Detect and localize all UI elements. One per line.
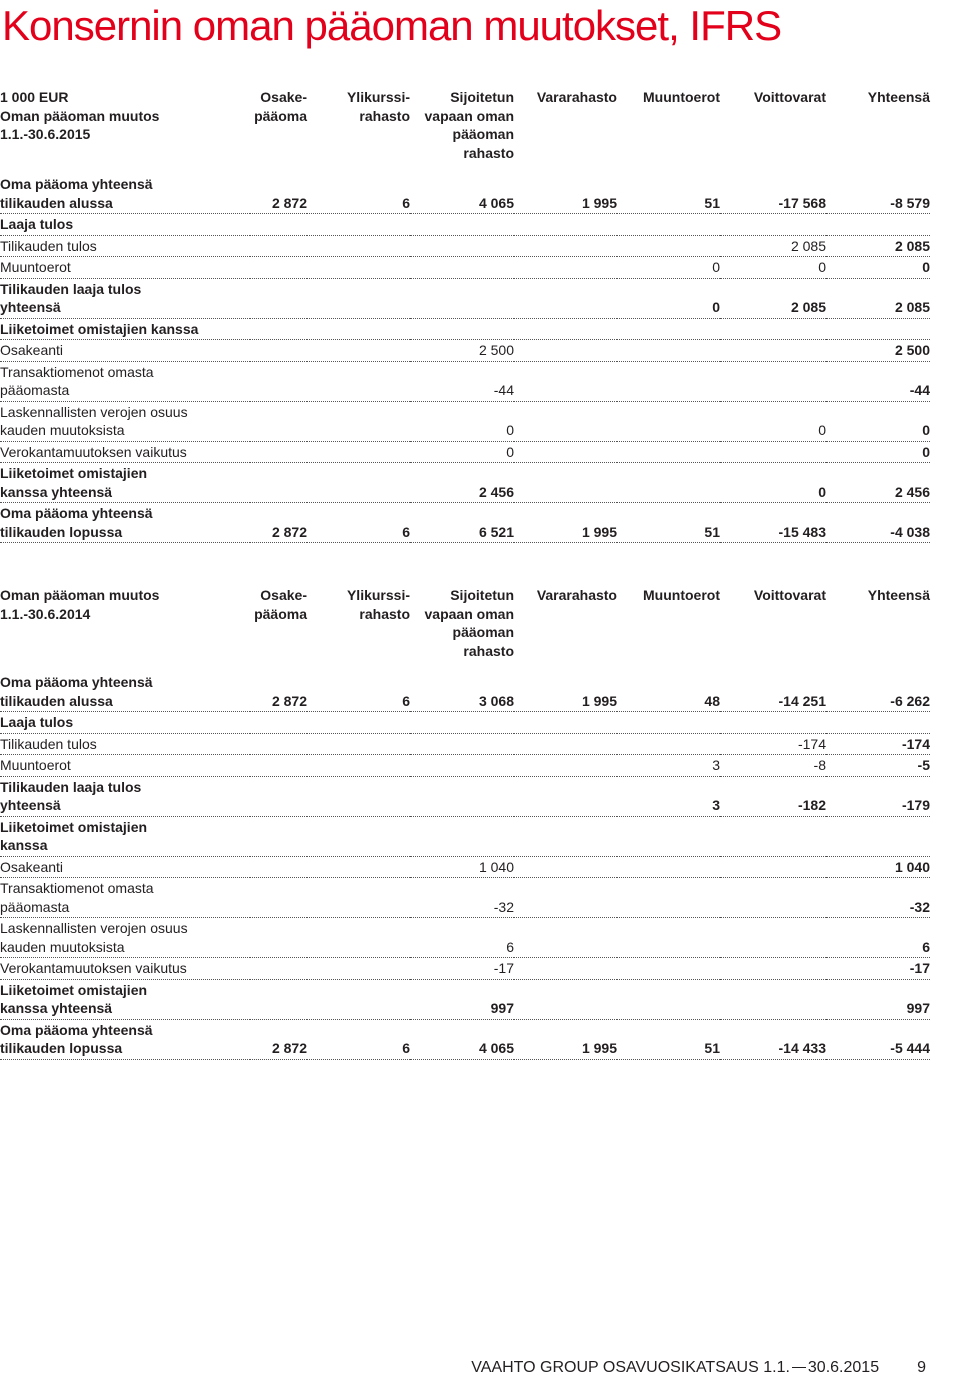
row-label: Oma pääoma yhteensä tilikauden alussa bbox=[0, 174, 250, 214]
column-header: Ylikurssi- rahasto bbox=[346, 587, 410, 622]
table-row bbox=[0, 463, 930, 503]
column-header: Muuntoerot bbox=[643, 89, 720, 105]
value-cell: 3 bbox=[617, 776, 720, 816]
value-cell bbox=[514, 257, 617, 279]
value-cell bbox=[617, 979, 720, 1019]
value-cell bbox=[514, 318, 617, 340]
value-cell bbox=[307, 958, 410, 980]
value-cell bbox=[250, 958, 307, 980]
page-footer bbox=[471, 1359, 926, 1377]
value-cell bbox=[617, 712, 720, 734]
value-cell bbox=[250, 755, 307, 777]
value-cell: 2 872 bbox=[250, 1019, 307, 1059]
table-row bbox=[0, 503, 930, 543]
value-cell bbox=[514, 361, 617, 401]
value-cell bbox=[250, 918, 307, 958]
table-row bbox=[0, 755, 930, 777]
value-cell: 48 bbox=[617, 672, 720, 712]
value-cell: -182 bbox=[720, 776, 826, 816]
column-header: Vararahasto bbox=[536, 587, 617, 603]
value-cell: -174 bbox=[826, 733, 930, 755]
value-cell: 2 872 bbox=[250, 672, 307, 712]
table-row bbox=[0, 733, 930, 755]
value-cell: -44 bbox=[410, 361, 514, 401]
table-row bbox=[0, 278, 930, 318]
value-cell: 997 bbox=[826, 979, 930, 1019]
table-row bbox=[0, 856, 930, 878]
value-cell: 0 bbox=[826, 441, 930, 463]
value-cell: 0 bbox=[826, 257, 930, 279]
value-cell: 1 995 bbox=[514, 672, 617, 712]
value-cell: -17 568 bbox=[720, 174, 826, 214]
table-row bbox=[0, 712, 930, 734]
value-cell bbox=[514, 235, 617, 257]
value-cell: 2 500 bbox=[826, 340, 930, 362]
value-cell bbox=[307, 816, 410, 856]
value-cell bbox=[617, 441, 720, 463]
value-cell bbox=[307, 733, 410, 755]
value-cell: -17 bbox=[410, 958, 514, 980]
value-cell bbox=[617, 856, 720, 878]
value-cell: 6 bbox=[307, 1019, 410, 1059]
value-cell: -44 bbox=[826, 361, 930, 401]
row-label: Oma pääoma yhteensä tilikauden alussa bbox=[0, 672, 250, 712]
value-cell: 3 068 bbox=[410, 672, 514, 712]
value-cell bbox=[307, 257, 410, 279]
value-cell bbox=[514, 340, 617, 362]
value-cell: 6 bbox=[826, 918, 930, 958]
value-cell bbox=[720, 318, 826, 340]
period-unit: 1 000 EUR bbox=[0, 89, 69, 105]
value-cell: 6 bbox=[307, 503, 410, 543]
value-cell bbox=[514, 733, 617, 755]
value-cell bbox=[826, 816, 930, 856]
row-label: Laskennallisten verojen osuus kauden muutoksista bbox=[0, 401, 250, 441]
value-cell bbox=[514, 712, 617, 734]
value-cell bbox=[720, 816, 826, 856]
value-cell bbox=[826, 318, 930, 340]
value-cell bbox=[307, 755, 410, 777]
row-label: Transaktiomenot omasta pääomasta bbox=[0, 878, 250, 918]
value-cell: 3 bbox=[617, 755, 720, 777]
value-cell bbox=[307, 878, 410, 918]
page-number: 9 bbox=[917, 1359, 926, 1376]
value-cell bbox=[720, 856, 826, 878]
value-cell bbox=[720, 340, 826, 362]
value-cell: -14 433 bbox=[720, 1019, 826, 1059]
value-cell: -15 483 bbox=[720, 503, 826, 543]
value-cell: -6 262 bbox=[826, 672, 930, 712]
value-cell bbox=[514, 755, 617, 777]
value-cell bbox=[307, 340, 410, 362]
value-cell: 0 bbox=[720, 401, 826, 441]
value-cell bbox=[307, 712, 410, 734]
row-label: Liiketoimet omistajien kanssa yhteensä bbox=[0, 979, 250, 1019]
value-cell bbox=[410, 816, 514, 856]
value-cell bbox=[514, 776, 617, 816]
row-label: Laaja tulos bbox=[0, 214, 250, 236]
row-label: Verokantamuutoksen vaikutus bbox=[0, 958, 250, 980]
value-cell bbox=[250, 979, 307, 1019]
equity-table bbox=[0, 586, 930, 1060]
value-cell bbox=[720, 878, 826, 918]
value-cell bbox=[617, 733, 720, 755]
value-cell bbox=[250, 235, 307, 257]
table-row bbox=[0, 918, 930, 958]
table-row bbox=[0, 340, 930, 362]
value-cell bbox=[617, 214, 720, 236]
value-cell bbox=[250, 340, 307, 362]
row-label: Oma pääoma yhteensä tilikauden lopussa bbox=[0, 1019, 250, 1059]
value-cell: 2 500 bbox=[410, 340, 514, 362]
value-cell: 2 085 bbox=[720, 278, 826, 318]
value-cell bbox=[250, 214, 307, 236]
value-cell bbox=[250, 733, 307, 755]
value-cell bbox=[720, 979, 826, 1019]
value-cell bbox=[617, 816, 720, 856]
footer-date: 30.6.2015 bbox=[807, 1359, 880, 1376]
value-cell bbox=[514, 278, 617, 318]
value-cell: 2 456 bbox=[826, 463, 930, 503]
value-cell: -32 bbox=[826, 878, 930, 918]
value-cell: 0 bbox=[410, 401, 514, 441]
value-cell bbox=[307, 214, 410, 236]
value-cell: 6 521 bbox=[410, 503, 514, 543]
value-cell: 6 bbox=[307, 174, 410, 214]
value-cell bbox=[617, 361, 720, 401]
value-cell: -179 bbox=[826, 776, 930, 816]
value-cell bbox=[410, 278, 514, 318]
value-cell: -8 bbox=[720, 755, 826, 777]
column-header: Osake- pääoma bbox=[254, 89, 307, 124]
equity-table-2015 bbox=[0, 88, 930, 543]
value-cell bbox=[720, 918, 826, 958]
column-header: Sijoitetun vapaan oman pääoman rahasto bbox=[424, 89, 514, 161]
value-cell bbox=[826, 712, 930, 734]
value-cell: 4 065 bbox=[410, 1019, 514, 1059]
value-cell bbox=[410, 214, 514, 236]
row-label: Oma pääoma yhteensä tilikauden lopussa bbox=[0, 503, 250, 543]
value-cell: 1 995 bbox=[514, 174, 617, 214]
value-cell bbox=[307, 856, 410, 878]
value-cell: 0 bbox=[720, 257, 826, 279]
column-header: Vararahasto bbox=[536, 89, 617, 105]
value-cell bbox=[826, 214, 930, 236]
value-cell bbox=[307, 776, 410, 816]
value-cell bbox=[250, 401, 307, 441]
row-label: Osakeanti bbox=[0, 340, 250, 362]
row-label: Tilikauden laaja tulos yhteensä bbox=[0, 776, 250, 816]
value-cell: -5 444 bbox=[826, 1019, 930, 1059]
value-cell: 0 bbox=[617, 257, 720, 279]
table-row bbox=[0, 235, 930, 257]
value-cell bbox=[617, 918, 720, 958]
table-row bbox=[0, 174, 930, 214]
value-cell bbox=[720, 441, 826, 463]
table-row bbox=[0, 318, 930, 340]
value-cell bbox=[514, 463, 617, 503]
value-cell: 6 bbox=[307, 672, 410, 712]
value-cell bbox=[250, 776, 307, 816]
value-cell bbox=[617, 401, 720, 441]
value-cell: -32 bbox=[410, 878, 514, 918]
value-cell: 2 872 bbox=[250, 503, 307, 543]
value-cell: 0 bbox=[410, 441, 514, 463]
value-cell bbox=[410, 318, 514, 340]
value-cell bbox=[250, 463, 307, 503]
column-header: Ylikurssi- rahasto bbox=[346, 89, 410, 124]
table-row bbox=[0, 361, 930, 401]
column-header: Yhteensä bbox=[867, 587, 930, 603]
column-header: Voittovarat bbox=[753, 89, 826, 105]
value-cell: 0 bbox=[720, 463, 826, 503]
value-cell: 997 bbox=[410, 979, 514, 1019]
value-cell bbox=[514, 856, 617, 878]
page-title: Konsernin oman pääoman muutokset, IFRS bbox=[2, 2, 782, 49]
column-header: Voittovarat bbox=[753, 587, 826, 603]
table-row bbox=[0, 1019, 930, 1059]
table-row bbox=[0, 878, 930, 918]
value-cell bbox=[720, 214, 826, 236]
value-cell: 2 085 bbox=[826, 235, 930, 257]
value-cell: 2 872 bbox=[250, 174, 307, 214]
column-header: Osake- pääoma bbox=[254, 587, 307, 622]
table-row bbox=[0, 776, 930, 816]
value-cell: 1 995 bbox=[514, 1019, 617, 1059]
value-cell bbox=[617, 235, 720, 257]
value-cell bbox=[720, 361, 826, 401]
row-label: Liiketoimet omistajien kanssa yhteensä bbox=[0, 463, 250, 503]
row-label: Tilikauden tulos bbox=[0, 235, 250, 257]
value-cell bbox=[250, 878, 307, 918]
value-cell bbox=[617, 318, 720, 340]
value-cell bbox=[250, 712, 307, 734]
period-period-dates: 1.1.-30.6.2015 bbox=[0, 126, 91, 142]
value-cell: 0 bbox=[617, 278, 720, 318]
value-cell: -17 bbox=[826, 958, 930, 980]
value-cell bbox=[250, 816, 307, 856]
column-header: Sijoitetun vapaan oman pääoman rahasto bbox=[424, 587, 514, 659]
table-row bbox=[0, 979, 930, 1019]
value-cell bbox=[410, 776, 514, 816]
value-cell: 1 040 bbox=[826, 856, 930, 878]
column-header: Muuntoerot bbox=[643, 587, 720, 603]
value-cell: -174 bbox=[720, 733, 826, 755]
value-cell: 51 bbox=[617, 174, 720, 214]
column-header: Yhteensä bbox=[867, 89, 930, 105]
footer-publication: VAAHTO GROUP OSAVUOSIKATSAUS 1.1. bbox=[471, 1359, 790, 1376]
row-label: Verokantamuutoksen vaikutus bbox=[0, 441, 250, 463]
row-label: Liiketoimet omistajien kanssa bbox=[0, 318, 250, 340]
value-cell bbox=[250, 257, 307, 279]
value-cell: 4 065 bbox=[410, 174, 514, 214]
value-cell bbox=[514, 214, 617, 236]
value-cell bbox=[617, 463, 720, 503]
value-cell bbox=[250, 361, 307, 401]
value-cell: 1 040 bbox=[410, 856, 514, 878]
period-period-dates: 1.1.-30.6.2014 bbox=[0, 605, 91, 622]
footer-dash bbox=[792, 1367, 806, 1368]
table-row bbox=[0, 441, 930, 463]
value-cell bbox=[307, 918, 410, 958]
value-cell: 0 bbox=[826, 401, 930, 441]
value-cell bbox=[720, 958, 826, 980]
value-cell: 2 085 bbox=[720, 235, 826, 257]
equity-table bbox=[0, 88, 930, 543]
value-cell bbox=[307, 318, 410, 340]
value-cell: -14 251 bbox=[720, 672, 826, 712]
equity-table-2014 bbox=[0, 586, 930, 1060]
value-cell bbox=[514, 918, 617, 958]
value-cell bbox=[307, 361, 410, 401]
table-row bbox=[0, 958, 930, 980]
table-row bbox=[0, 672, 930, 712]
row-label: Tilikauden laaja tulos yhteensä bbox=[0, 278, 250, 318]
value-cell bbox=[617, 340, 720, 362]
value-cell bbox=[514, 401, 617, 441]
value-cell bbox=[307, 235, 410, 257]
value-cell bbox=[720, 712, 826, 734]
row-label: Osakeanti bbox=[0, 856, 250, 878]
period-period-label: Oman pääoman muutos bbox=[0, 587, 160, 603]
value-cell bbox=[250, 318, 307, 340]
value-cell: 2 085 bbox=[826, 278, 930, 318]
value-cell: -5 bbox=[826, 755, 930, 777]
table-row bbox=[0, 401, 930, 441]
value-cell bbox=[410, 257, 514, 279]
table-row bbox=[0, 257, 930, 279]
row-label: Laaja tulos bbox=[0, 712, 250, 734]
value-cell bbox=[307, 401, 410, 441]
value-cell bbox=[410, 712, 514, 734]
row-label: Liiketoimet omistajien kanssa bbox=[0, 816, 250, 856]
value-cell: 51 bbox=[617, 1019, 720, 1059]
value-cell bbox=[617, 878, 720, 918]
value-cell bbox=[410, 733, 514, 755]
value-cell: 6 bbox=[410, 918, 514, 958]
value-cell bbox=[617, 958, 720, 980]
value-cell: 1 995 bbox=[514, 503, 617, 543]
value-cell bbox=[410, 235, 514, 257]
period-heading bbox=[0, 88, 250, 174]
row-label: Laskennallisten verojen osuus kauden muutoksista bbox=[0, 918, 250, 958]
value-cell bbox=[250, 441, 307, 463]
value-cell: -4 038 bbox=[826, 503, 930, 543]
table-row bbox=[0, 816, 930, 856]
period-heading bbox=[0, 586, 250, 672]
row-label: Muuntoerot bbox=[0, 257, 250, 279]
value-cell bbox=[250, 278, 307, 318]
row-label: Muuntoerot bbox=[0, 755, 250, 777]
value-cell bbox=[514, 979, 617, 1019]
row-label: Transaktiomenot omasta pääomasta bbox=[0, 361, 250, 401]
value-cell: 2 456 bbox=[410, 463, 514, 503]
value-cell: 51 bbox=[617, 503, 720, 543]
value-cell bbox=[307, 979, 410, 1019]
value-cell bbox=[307, 278, 410, 318]
value-cell bbox=[514, 958, 617, 980]
value-cell bbox=[514, 816, 617, 856]
value-cell bbox=[410, 755, 514, 777]
value-cell bbox=[514, 878, 617, 918]
value-cell bbox=[514, 441, 617, 463]
value-cell: -8 579 bbox=[826, 174, 930, 214]
row-label: Tilikauden tulos bbox=[0, 733, 250, 755]
period-period-label: Oman pääoman muutos bbox=[0, 107, 160, 124]
table-row bbox=[0, 214, 930, 236]
value-cell bbox=[250, 856, 307, 878]
value-cell bbox=[307, 463, 410, 503]
value-cell bbox=[307, 441, 410, 463]
